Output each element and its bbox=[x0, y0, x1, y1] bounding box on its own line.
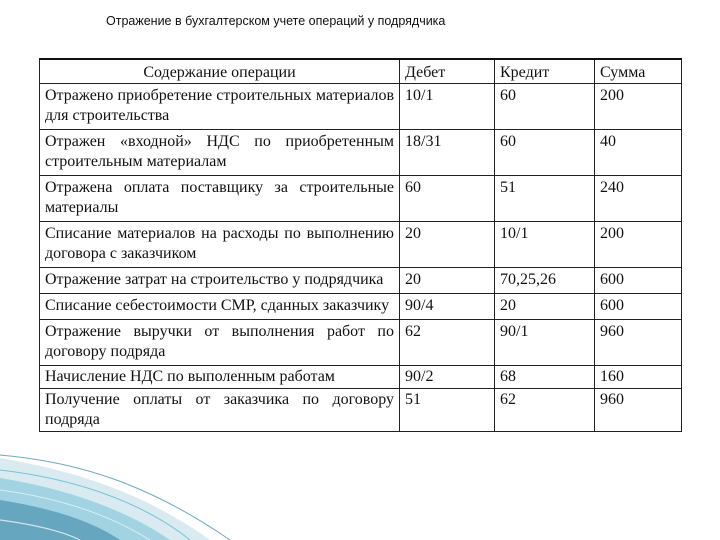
row-credit: 68 bbox=[495, 366, 595, 389]
row-credit: 60 bbox=[495, 130, 595, 176]
row-debit: 60 bbox=[400, 176, 495, 222]
row-amount: 200 bbox=[595, 84, 682, 130]
row-description: Отражение затрат на строительство у подрядчика bbox=[40, 268, 400, 294]
row-credit: 90/1 bbox=[495, 320, 595, 366]
table-row bbox=[40, 389, 682, 432]
operations-table bbox=[39, 58, 682, 432]
row-description: Списание материалов на расходы по выполнению договора с заказчиком bbox=[40, 222, 400, 268]
row-credit: 20 bbox=[495, 294, 595, 320]
header-description: Содержание операции bbox=[40, 59, 400, 84]
header-credit: Кредит bbox=[495, 59, 595, 84]
slide-title: Отражение в бухгалтерском учете операций у подрядчика bbox=[106, 14, 446, 28]
row-credit: 70,25,26 bbox=[495, 268, 595, 294]
row-debit: 18/31 bbox=[400, 130, 495, 176]
row-amount: 160 bbox=[595, 366, 682, 389]
row-credit: 60 bbox=[495, 84, 595, 130]
row-amount: 960 bbox=[595, 389, 682, 432]
row-debit: 90/2 bbox=[400, 366, 495, 389]
row-credit: 51 bbox=[495, 176, 595, 222]
row-amount: 600 bbox=[595, 294, 682, 320]
row-credit: 10/1 bbox=[495, 222, 595, 268]
table-row bbox=[40, 222, 682, 268]
header-amount: Сумма bbox=[595, 59, 682, 84]
row-description: Отражен «входной» НДС по приобретенным строительным материалам bbox=[40, 130, 400, 176]
row-description: Начисление НДС по выполенным работам bbox=[40, 366, 400, 389]
row-amount: 240 bbox=[595, 176, 682, 222]
row-amount: 200 bbox=[595, 222, 682, 268]
row-description: Списание себестоимости СМР, сданных заказчику bbox=[40, 294, 400, 320]
table-row bbox=[40, 268, 682, 294]
table-row bbox=[40, 320, 682, 366]
row-debit: 20 bbox=[400, 222, 495, 268]
row-description: Получение оплаты от заказчика по договору подряда bbox=[40, 389, 400, 432]
row-debit: 51 bbox=[400, 389, 495, 432]
row-description: Отражена оплата поставщику за строительные материалы bbox=[40, 176, 400, 222]
header-debit: Дебет bbox=[400, 59, 495, 84]
row-debit: 90/4 bbox=[400, 294, 495, 320]
row-credit: 62 bbox=[495, 389, 595, 432]
table-row bbox=[40, 366, 682, 389]
table-row bbox=[40, 84, 682, 130]
table-row bbox=[40, 294, 682, 320]
row-debit: 20 bbox=[400, 268, 495, 294]
table-row bbox=[40, 176, 682, 222]
row-amount: 40 bbox=[595, 130, 682, 176]
table-row bbox=[40, 130, 682, 176]
row-debit: 10/1 bbox=[400, 84, 495, 130]
table-header-row bbox=[40, 59, 682, 84]
row-description: Отражение выручки от выполнения работ по договору подряда bbox=[40, 320, 400, 366]
row-amount: 960 bbox=[595, 320, 682, 366]
row-description: Отражено приобретение строительных материалов для строительства bbox=[40, 84, 400, 130]
row-amount: 600 bbox=[595, 268, 682, 294]
row-debit: 62 bbox=[400, 320, 495, 366]
